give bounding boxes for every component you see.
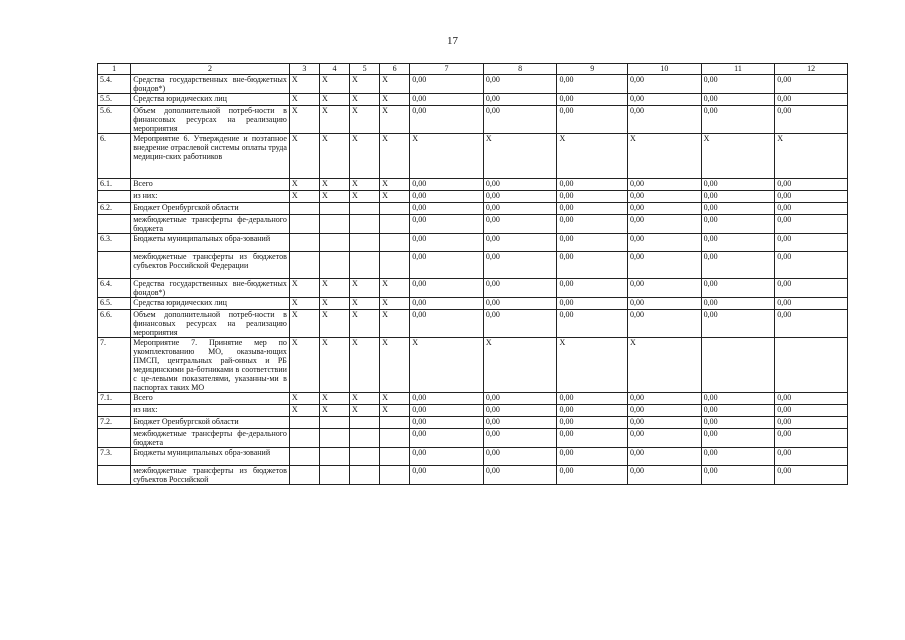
value-cell: 0,00 — [557, 298, 628, 310]
table-cell — [289, 417, 319, 429]
value-cell: 0,00 — [410, 94, 484, 106]
value-cell: 0,00 — [628, 94, 702, 106]
table-cell: X — [319, 393, 349, 405]
value-cell: 0,00 — [410, 252, 484, 279]
table-cell: X — [350, 338, 380, 393]
table-cell — [350, 252, 380, 279]
table-row — [98, 191, 848, 203]
table-cell: X — [319, 106, 349, 134]
value-cell: 0,00 — [701, 417, 775, 429]
table-row — [98, 179, 848, 191]
value-cell: X — [775, 134, 848, 179]
row-description: Объем дополнительной потреб-ности в финансовых ресурсах на реализацию мероприятия — [131, 310, 290, 338]
table-cell — [350, 215, 380, 234]
value-cell: 0,00 — [701, 234, 775, 252]
table-cell: X — [289, 134, 319, 179]
value-cell: 0,00 — [557, 448, 628, 466]
value-cell: 0,00 — [410, 393, 484, 405]
value-cell: 0,00 — [483, 429, 557, 448]
value-cell: 0,00 — [628, 417, 702, 429]
value-cell: 0,00 — [775, 94, 848, 106]
table-cell — [350, 448, 380, 466]
table-cell: X — [380, 179, 410, 191]
table-cell: X — [319, 310, 349, 338]
table-cell — [380, 417, 410, 429]
value-cell: 0,00 — [775, 215, 848, 234]
value-cell: 0,00 — [775, 417, 848, 429]
value-cell: 0,00 — [410, 429, 484, 448]
value-cell: 0,00 — [483, 417, 557, 429]
table-cell: X — [319, 134, 349, 179]
row-description: Бюджеты муниципальных обра-зований — [131, 234, 290, 252]
value-cell: 0,00 — [557, 191, 628, 203]
table-cell — [319, 215, 349, 234]
table-cell — [380, 234, 410, 252]
row-number — [98, 215, 131, 234]
table-cell — [319, 234, 349, 252]
row-number — [98, 252, 131, 279]
table-cell: X — [289, 310, 319, 338]
value-cell: 0,00 — [628, 252, 702, 279]
table-cell: X — [319, 298, 349, 310]
table-cell: X — [289, 393, 319, 405]
table-row — [98, 203, 848, 215]
row-description: Средства юридических лиц — [131, 94, 290, 106]
value-cell: 0,00 — [775, 279, 848, 298]
value-cell: 0,00 — [557, 94, 628, 106]
row-number: 7. — [98, 338, 131, 393]
table-cell — [380, 448, 410, 466]
value-cell: 0,00 — [410, 106, 484, 134]
value-cell: 0,00 — [483, 310, 557, 338]
table-cell — [289, 234, 319, 252]
table-cell: X — [380, 75, 410, 94]
value-cell: X — [410, 338, 484, 393]
value-cell: 0,00 — [410, 405, 484, 417]
value-cell: 0,00 — [701, 466, 775, 485]
row-number — [98, 429, 131, 448]
row-description: Мероприятие 7. Принятие мер по укомплектованию МО, оказыва-ющих ПМСП, центральных рай-онных и РБ медицинскими ра-ботниками в соответствии с це-левыми показателями, указанны-ми в паспортах таких МО — [131, 338, 290, 393]
value-cell: 0,00 — [483, 279, 557, 298]
table-cell: X — [350, 298, 380, 310]
table-row — [98, 405, 848, 417]
table-cell — [380, 215, 410, 234]
value-cell: 0,00 — [701, 94, 775, 106]
value-cell: 0,00 — [557, 215, 628, 234]
value-cell: 0,00 — [701, 429, 775, 448]
table-row — [98, 417, 848, 429]
value-cell: 0,00 — [557, 106, 628, 134]
value-cell: 0,00 — [775, 405, 848, 417]
value-cell: 0,00 — [628, 279, 702, 298]
value-cell: 0,00 — [628, 179, 702, 191]
table-row — [98, 310, 848, 338]
row-number: 6.5. — [98, 298, 131, 310]
table-cell: X — [380, 279, 410, 298]
table-cell: X — [319, 405, 349, 417]
table-cell: X — [289, 279, 319, 298]
column-header: 7 — [410, 64, 484, 75]
table-cell: X — [289, 106, 319, 134]
row-number: 5.5. — [98, 94, 131, 106]
value-cell: 0,00 — [701, 215, 775, 234]
value-cell: 0,00 — [410, 75, 484, 94]
table-cell: X — [350, 279, 380, 298]
value-cell: 0,00 — [483, 191, 557, 203]
value-cell: 0,00 — [483, 466, 557, 485]
table-cell — [380, 466, 410, 485]
row-description: Мероприятие 6. Утверждение и поэтапное внедрение отраслевой системы оплаты труда медицин-ских работников — [131, 134, 290, 179]
table-row — [98, 215, 848, 234]
value-cell: 0,00 — [775, 203, 848, 215]
value-cell: 0,00 — [483, 75, 557, 94]
table-cell — [289, 429, 319, 448]
value-cell: 0,00 — [701, 448, 775, 466]
value-cell: X — [628, 338, 702, 393]
table-row — [98, 106, 848, 134]
table-cell — [289, 252, 319, 279]
row-number: 6.6. — [98, 310, 131, 338]
table-cell: X — [350, 179, 380, 191]
column-header: 9 — [557, 64, 628, 75]
value-cell: 0,00 — [410, 417, 484, 429]
table-cell — [319, 252, 349, 279]
row-description: межбюджетные трансферты из бюджетов субъектов Российской — [131, 466, 290, 485]
table-cell: X — [380, 94, 410, 106]
value-cell: 0,00 — [701, 393, 775, 405]
table-cell: X — [350, 393, 380, 405]
table-cell — [319, 448, 349, 466]
table-cell: X — [289, 338, 319, 393]
table-row — [98, 75, 848, 94]
table-cell — [319, 417, 349, 429]
value-cell: X — [628, 134, 702, 179]
row-description: Объем дополнительной потреб-ности в финансовых ресурсах на реализацию мероприятия — [131, 106, 290, 134]
row-number: 6.2. — [98, 203, 131, 215]
value-cell: 0,00 — [410, 191, 484, 203]
table-cell — [319, 429, 349, 448]
table-cell: X — [319, 191, 349, 203]
value-cell: 0,00 — [483, 106, 557, 134]
value-cell: 0,00 — [410, 310, 484, 338]
table-cell: X — [350, 191, 380, 203]
value-cell: 0,00 — [701, 179, 775, 191]
table-row — [98, 429, 848, 448]
value-cell: 0,00 — [775, 393, 848, 405]
column-header: 3 — [289, 64, 319, 75]
table-cell — [289, 215, 319, 234]
table-cell — [380, 429, 410, 448]
value-cell: 0,00 — [483, 234, 557, 252]
table-row — [98, 338, 848, 393]
header-row — [98, 64, 848, 75]
table-cell: X — [380, 106, 410, 134]
value-cell: 0,00 — [410, 466, 484, 485]
column-header: 10 — [628, 64, 702, 75]
value-cell: 0,00 — [628, 405, 702, 417]
table-cell — [319, 203, 349, 215]
table-cell — [289, 203, 319, 215]
value-cell: 0,00 — [483, 393, 557, 405]
value-cell: 0,00 — [557, 393, 628, 405]
table-cell: X — [289, 94, 319, 106]
row-description: Всего — [131, 393, 290, 405]
row-description: Средства государственных вне-бюджетных фондов*) — [131, 75, 290, 94]
value-cell: 0,00 — [701, 298, 775, 310]
value-cell: 0,00 — [775, 466, 848, 485]
value-cell: 0,00 — [701, 203, 775, 215]
value-cell: 0,00 — [557, 75, 628, 94]
row-description: Бюджет Оренбургской области — [131, 203, 290, 215]
row-number: 6.4. — [98, 279, 131, 298]
row-description: Средства государственных вне-бюджетных фондов*) — [131, 279, 290, 298]
column-header: 8 — [483, 64, 557, 75]
table-cell — [350, 203, 380, 215]
value-cell: 0,00 — [410, 215, 484, 234]
table-cell: X — [319, 338, 349, 393]
row-description: из них: — [131, 405, 290, 417]
value-cell: 0,00 — [557, 203, 628, 215]
row-description: Бюджеты муниципальных обра-зований — [131, 448, 290, 466]
table-cell: X — [380, 338, 410, 393]
value-cell: X — [483, 134, 557, 179]
row-number — [98, 191, 131, 203]
value-cell: 0,00 — [483, 215, 557, 234]
column-header: 12 — [775, 64, 848, 75]
value-cell: 0,00 — [775, 448, 848, 466]
column-header: 2 — [131, 64, 290, 75]
value-cell: 0,00 — [628, 448, 702, 466]
value-cell: 0,00 — [557, 417, 628, 429]
column-header: 6 — [380, 64, 410, 75]
table-cell: X — [350, 75, 380, 94]
table-row — [98, 134, 848, 179]
row-description: из них: — [131, 191, 290, 203]
value-cell: 0,00 — [628, 106, 702, 134]
value-cell: 0,00 — [628, 203, 702, 215]
value-cell: 0,00 — [628, 298, 702, 310]
table-cell — [350, 429, 380, 448]
value-cell: 0,00 — [775, 106, 848, 134]
value-cell: X — [483, 338, 557, 393]
value-cell: 0,00 — [557, 234, 628, 252]
value-cell: 0,00 — [775, 179, 848, 191]
table-cell: X — [289, 191, 319, 203]
value-cell — [775, 338, 848, 393]
table-cell — [380, 252, 410, 279]
table-row — [98, 298, 848, 310]
table-row — [98, 279, 848, 298]
row-number: 5.4. — [98, 75, 131, 94]
value-cell: 0,00 — [701, 106, 775, 134]
value-cell: 0,00 — [775, 252, 848, 279]
value-cell — [701, 338, 775, 393]
row-description: Всего — [131, 179, 290, 191]
table-cell — [380, 203, 410, 215]
value-cell: X — [701, 134, 775, 179]
value-cell: 0,00 — [483, 203, 557, 215]
table-cell — [289, 466, 319, 485]
table-cell — [350, 417, 380, 429]
table-cell: X — [380, 298, 410, 310]
row-number: 7.2. — [98, 417, 131, 429]
value-cell: 0,00 — [557, 466, 628, 485]
value-cell: 0,00 — [701, 252, 775, 279]
value-cell: 0,00 — [410, 298, 484, 310]
row-description: межбюджетные трансферты фе-дерального бюджета — [131, 429, 290, 448]
row-number: 5.6. — [98, 106, 131, 134]
table-cell — [319, 466, 349, 485]
table-cell: X — [319, 179, 349, 191]
value-cell: 0,00 — [557, 179, 628, 191]
table-cell: X — [380, 405, 410, 417]
value-cell: X — [557, 134, 628, 179]
value-cell: 0,00 — [628, 75, 702, 94]
value-cell: 0,00 — [701, 191, 775, 203]
value-cell: 0,00 — [557, 429, 628, 448]
value-cell: 0,00 — [775, 298, 848, 310]
value-cell: 0,00 — [775, 310, 848, 338]
table-row — [98, 234, 848, 252]
table-cell: X — [319, 279, 349, 298]
value-cell: 0,00 — [701, 75, 775, 94]
value-cell: 0,00 — [557, 405, 628, 417]
value-cell: 0,00 — [628, 234, 702, 252]
value-cell: 0,00 — [701, 279, 775, 298]
column-header: 11 — [701, 64, 775, 75]
table-cell: X — [350, 405, 380, 417]
value-cell: 0,00 — [628, 191, 702, 203]
row-description: межбюджетные трансферты из бюджетов субъектов Российской Федерации — [131, 252, 290, 279]
table-cell — [289, 448, 319, 466]
value-cell: 0,00 — [410, 279, 484, 298]
value-cell: 0,00 — [628, 215, 702, 234]
value-cell: X — [410, 134, 484, 179]
table-cell: X — [319, 94, 349, 106]
budget-table — [97, 63, 848, 485]
value-cell: 0,00 — [483, 405, 557, 417]
value-cell: X — [557, 338, 628, 393]
value-cell: 0,00 — [410, 203, 484, 215]
row-number — [98, 466, 131, 485]
row-number: 6. — [98, 134, 131, 179]
row-number: 6.1. — [98, 179, 131, 191]
table-cell: X — [380, 393, 410, 405]
column-header: 5 — [350, 64, 380, 75]
value-cell: 0,00 — [628, 429, 702, 448]
row-description: Средства юридических лиц — [131, 298, 290, 310]
value-cell: 0,00 — [483, 94, 557, 106]
row-description: межбюджетные трансферты фе-дерального бюджета — [131, 215, 290, 234]
table-cell — [350, 234, 380, 252]
row-number: 6.3. — [98, 234, 131, 252]
page-number: 17 — [447, 35, 458, 47]
table-row — [98, 448, 848, 466]
value-cell: 0,00 — [628, 310, 702, 338]
table-row — [98, 466, 848, 485]
table-cell: X — [380, 191, 410, 203]
row-number: 7.3. — [98, 448, 131, 466]
table-cell: X — [380, 310, 410, 338]
value-cell: 0,00 — [701, 405, 775, 417]
value-cell: 0,00 — [483, 252, 557, 279]
table-cell — [350, 466, 380, 485]
value-cell: 0,00 — [775, 234, 848, 252]
table-cell: X — [319, 75, 349, 94]
value-cell: 0,00 — [410, 234, 484, 252]
table-row — [98, 252, 848, 279]
row-description: Бюджет Оренбургской области — [131, 417, 290, 429]
value-cell: 0,00 — [483, 298, 557, 310]
value-cell: 0,00 — [628, 466, 702, 485]
value-cell: 0,00 — [775, 191, 848, 203]
value-cell: 0,00 — [775, 75, 848, 94]
table-cell: X — [289, 405, 319, 417]
table-cell: X — [380, 134, 410, 179]
table-cell: X — [350, 310, 380, 338]
table-cell: X — [350, 134, 380, 179]
table-row — [98, 94, 848, 106]
value-cell: 0,00 — [410, 179, 484, 191]
value-cell: 0,00 — [628, 393, 702, 405]
value-cell: 0,00 — [483, 179, 557, 191]
table-cell: X — [350, 106, 380, 134]
table-cell: X — [289, 298, 319, 310]
value-cell: 0,00 — [483, 448, 557, 466]
value-cell: 0,00 — [557, 252, 628, 279]
column-header: 1 — [98, 64, 131, 75]
row-number — [98, 405, 131, 417]
row-number: 7.1. — [98, 393, 131, 405]
value-cell: 0,00 — [775, 429, 848, 448]
value-cell: 0,00 — [557, 279, 628, 298]
table-row — [98, 393, 848, 405]
table-cell: X — [289, 179, 319, 191]
value-cell: 0,00 — [557, 310, 628, 338]
table-cell: X — [350, 94, 380, 106]
column-header: 4 — [319, 64, 349, 75]
value-cell: 0,00 — [701, 310, 775, 338]
value-cell: 0,00 — [410, 448, 484, 466]
table-cell: X — [289, 75, 319, 94]
